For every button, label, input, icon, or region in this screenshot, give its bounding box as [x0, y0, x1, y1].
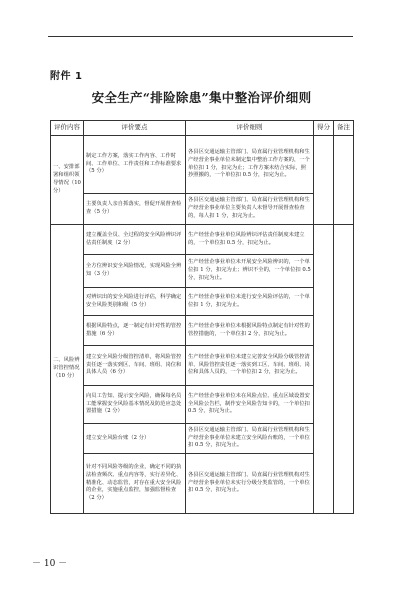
table-row: [51, 386, 354, 424]
table-row: [51, 136, 354, 194]
table-row: [51, 194, 354, 225]
table-row: [51, 316, 354, 346]
column-header-remark: 备注: [334, 121, 354, 136]
document-title: 安全生产“排险除患”集中整治评价细则: [91, 90, 312, 105]
evaluation-point-cell: 建立安全风险分级管控清单，将风险管控责任逐一落实到区、车间、班组、岗位和具体人员（6 分）: [84, 346, 186, 386]
column-header-score: 得分: [314, 121, 334, 136]
evaluation-detail-cell: 各县区交通运输主管部门、局直属行业管理机构对生产经营企事业单位未实行分级分类监管的，一个单位扣 0.5 分，扣完为止。: [186, 454, 314, 514]
evaluation-detail-cell: 生产经营企事业单位未开展安全风险辨识的，一个单位扣 1 分，扣完为止；辨识不全的，一个单位扣 0.5 分，扣完为止。: [186, 255, 314, 288]
evaluation-detail-cell: 生产经营企事业单位未在风险点位、重点区域设置安全风险公告栏，制作安全风险告知卡的，一个单位扣 0.5 分，扣完为止。: [186, 386, 314, 424]
evaluation-detail-cell: 生产经营企事业单位风险辨识评估责任制度未建立的，一个单位扣 0.5 分，扣完为止。: [186, 225, 314, 255]
evaluation-point-cell: 建立安全风险台账（2 分）: [84, 424, 186, 454]
evaluation-point-cell: 建立覆盖全员、全过程的安全风险辨识评估责任制度（2 分）: [84, 225, 186, 255]
score-cell[interactable]: [314, 225, 334, 514]
table-header-row: [51, 121, 354, 136]
evaluation-detail-cell: 各县区交通运输主管部门、局直属行业管理机构和生产经营企事业单位未建立安全风险台账的，一个单位扣 0.5 分，扣完为止。: [186, 424, 314, 454]
evaluation-table: [50, 120, 354, 514]
table-row: [51, 225, 354, 255]
table-row: [51, 346, 354, 386]
attachment-label: 附件 1: [50, 71, 83, 82]
evaluation-content-cell: 一、安排部署和组织领导情况（10 分）: [51, 136, 84, 225]
header-rule: [48, 36, 353, 37]
column-header-content: 评价内容: [51, 121, 84, 136]
page-number: － 10 －: [32, 559, 68, 569]
evaluation-detail-cell: 生产经营企事业单位未根据风险特点制定有针对性的管控措施的，一个单位扣 2 分，扣完为止。: [186, 316, 314, 346]
evaluation-detail-cell: 生产经营企事业单位未建立完善安全风险分级管控清单、风险管控责任逐一落实到工区、车间、班组、岗位和具体人员的，一个单位扣 2 分，扣完为止。: [186, 346, 314, 386]
evaluation-point-cell: 向员工告知、提示安全风险，确保每名员工能掌握安全风险基本情况及防范应急处置措施（2 分）: [84, 386, 186, 424]
table-row: [51, 454, 354, 514]
evaluation-point-cell: 全方位辨识安全风险情况，实现风险全辨知（3 分）: [84, 255, 186, 288]
evaluation-detail-cell: 各县区交通运输主管部门、局直属行业管理机构和生产经营企事业单位主要负责人未督导开展督查检查的，每人扣 1 分，扣完为止。: [186, 194, 314, 225]
remark-cell[interactable]: [334, 136, 354, 225]
evaluation-point-cell: 制定工作方案，落实工作内容、工作时间、工作单位、工作责任和工作标准要求（5 分）: [84, 136, 186, 194]
column-header-detail: 评价细则: [186, 121, 314, 136]
evaluation-point-cell: 针对不同风险等级的企业，确定不同的执法检查频次、重点内容等，实行差异化、精准化、动态监管，对存在重大安全风险的企业，实施重点监控，加强监督检查（2 分）: [84, 454, 186, 514]
table-row: [51, 255, 354, 288]
evaluation-point-cell: 对辨识出的安全风险进行评估，科学确定安全风险类别和级（5 分）: [84, 288, 186, 316]
column-header-point: 评价要点: [84, 121, 186, 136]
table-row: [51, 288, 354, 316]
table-row: [51, 424, 354, 454]
evaluation-content-cell: 二、风险辨识管控情况（10 分）: [51, 225, 84, 514]
evaluation-detail-cell: 生产经营企事业单位未进行安全风险评估的，一个单位扣 1 分，扣完为止。: [186, 288, 314, 316]
remark-cell[interactable]: [334, 225, 354, 514]
score-cell[interactable]: [314, 136, 334, 225]
evaluation-point-cell: 根据风险特点，逐一制定有针对性的管控措施（6 分）: [84, 316, 186, 346]
evaluation-point-cell: 主要负责人亲自抓落实，督促开展督查检查（5 分）: [84, 194, 186, 225]
evaluation-detail-cell: 各县区交通运输主管部门、局直属行业管理机构和生产经营企事业单位未制定集中整治工作方案的，一个单位扣 1 分，扣完为止；工作方案未结合实际，照抄照搬的，一个单位扣 0.5 分，扣完为止。: [186, 136, 314, 194]
